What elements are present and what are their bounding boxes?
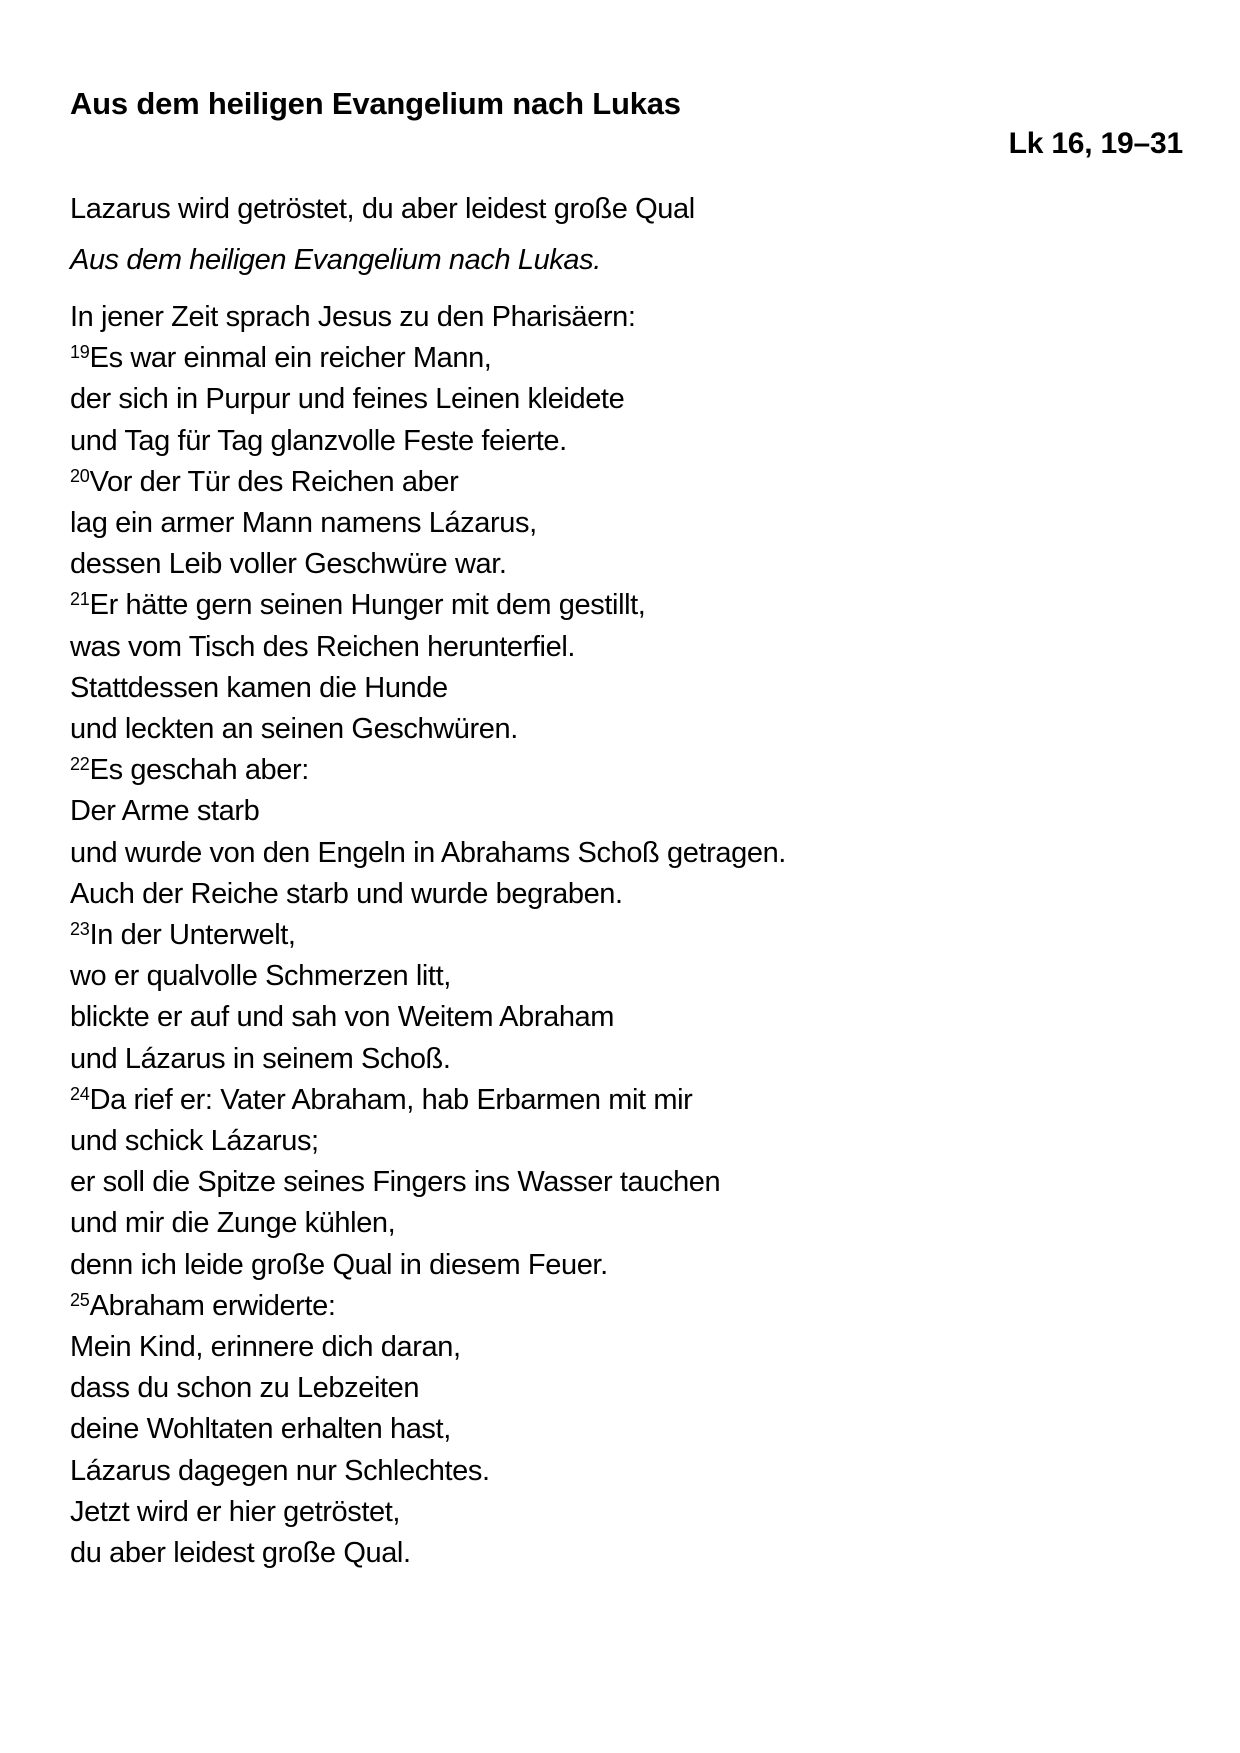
verse-text: In der Unterwelt, <box>89 919 296 952</box>
verse-text: Da rief er: Vater Abraham, hab Erbarmen mit mir <box>89 1083 693 1116</box>
verse-text: deine Wohltaten erhalten hast, <box>70 1413 451 1446</box>
verse-text: dass du schon zu Lebzeiten <box>70 1372 420 1405</box>
verse-line <box>70 421 1183 462</box>
verse-line <box>70 1080 1183 1121</box>
verse-line <box>70 668 1183 709</box>
verse-line <box>70 585 1183 626</box>
verse-line <box>70 1451 1183 1492</box>
verse-text: Jetzt wird er hier getröstet, <box>70 1495 401 1528</box>
reading-body <box>70 297 1183 1574</box>
verse-line <box>70 1121 1183 1162</box>
verse-text: wo er qualvolle Schmerzen litt, <box>70 960 451 993</box>
verse-line <box>70 1492 1183 1533</box>
verse-line <box>70 1203 1183 1244</box>
verse-line <box>70 1409 1183 1450</box>
verse-line <box>70 750 1183 791</box>
verse-line <box>70 1245 1183 1286</box>
verse-line <box>70 379 1183 420</box>
verse-text: und leckten an seinen Geschwüren. <box>70 713 518 746</box>
verse-line <box>70 956 1183 997</box>
verse-line <box>70 833 1183 874</box>
verse-number: 19 <box>70 342 90 363</box>
verse-text: und mir die Zunge kühlen, <box>70 1207 396 1240</box>
verse-text: der sich in Purpur und feines Leinen kleidete <box>70 383 625 416</box>
verse-line <box>70 462 1183 503</box>
verse-line <box>70 997 1183 1038</box>
verse-text: Abraham erwiderte: <box>89 1289 336 1322</box>
verse-text: Er hätte gern seinen Hunger mit dem gestillt, <box>89 589 646 622</box>
verse-number: 20 <box>70 465 90 486</box>
verse-text: und wurde von den Engeln in Abrahams Schoß getragen. <box>70 836 786 869</box>
verse-text: Der Arme starb <box>70 795 260 828</box>
verse-line <box>70 544 1183 585</box>
verse-line <box>70 297 1183 338</box>
verse-text: was vom Tisch des Reichen herunterfiel. <box>70 630 576 663</box>
verse-number: 21 <box>70 589 90 610</box>
verse-line <box>70 338 1183 379</box>
verse-text: Es war einmal ein reicher Mann, <box>89 342 492 375</box>
verse-text: und schick Lázarus; <box>70 1125 319 1158</box>
page-title: Aus dem heiligen Evangelium nach Lukas <box>70 86 681 121</box>
verse-line <box>70 709 1183 750</box>
reading-subtitle: Lazarus wird getröstet, du aber leidest große Qual <box>70 193 695 225</box>
verse-line <box>70 791 1183 832</box>
verse-text: und Lázarus in seinem Schoß. <box>70 1042 451 1075</box>
scripture-reference: Lk 16, 19–31 <box>1008 127 1183 160</box>
verse-line <box>70 874 1183 915</box>
verse-text: Es geschah aber: <box>89 754 309 787</box>
verse-line <box>70 627 1183 668</box>
verse-line <box>70 1039 1183 1080</box>
verse-text: du aber leidest große Qual. <box>70 1537 411 1570</box>
verse-text: blickte er auf und sah von Weitem Abraham <box>70 1001 615 1034</box>
verse-number: 22 <box>70 754 90 775</box>
verse-number: 23 <box>70 919 90 940</box>
verse-text: Mein Kind, erinnere dich daran, <box>70 1331 461 1364</box>
verse-text: und Tag für Tag glanzvolle Feste feierte. <box>70 424 567 457</box>
verse-text: lag ein armer Mann namens Lázarus, <box>70 507 537 540</box>
verse-text: Lázarus dagegen nur Schlechtes. <box>70 1454 490 1487</box>
verse-text: Vor der Tür des Reichen aber <box>89 465 459 498</box>
verse-number: 24 <box>70 1083 90 1104</box>
verse-text: In jener Zeit sprach Jesus zu den Pharisäern: <box>70 301 636 333</box>
verse-line <box>70 915 1183 956</box>
verse-number: 25 <box>70 1289 90 1310</box>
verse-line <box>70 1162 1183 1203</box>
verse-text: dessen Leib voller Geschwüre war. <box>70 548 507 581</box>
verse-line <box>70 1286 1183 1327</box>
verse-line <box>70 1327 1183 1368</box>
reading-intro-italic: Aus dem heiligen Evangelium nach Lukas. <box>70 244 601 276</box>
verse-text: er soll die Spitze seines Fingers ins Wasser tauchen <box>70 1166 721 1199</box>
verse-line <box>70 1368 1183 1409</box>
verse-line <box>70 503 1183 544</box>
verse-line <box>70 1533 1183 1574</box>
verse-text: denn ich leide große Qual in diesem Feuer. <box>70 1248 608 1281</box>
verse-text: Auch der Reiche starb und wurde begraben. <box>70 877 623 910</box>
verse-text: Stattdessen kamen die Hunde <box>70 671 448 704</box>
